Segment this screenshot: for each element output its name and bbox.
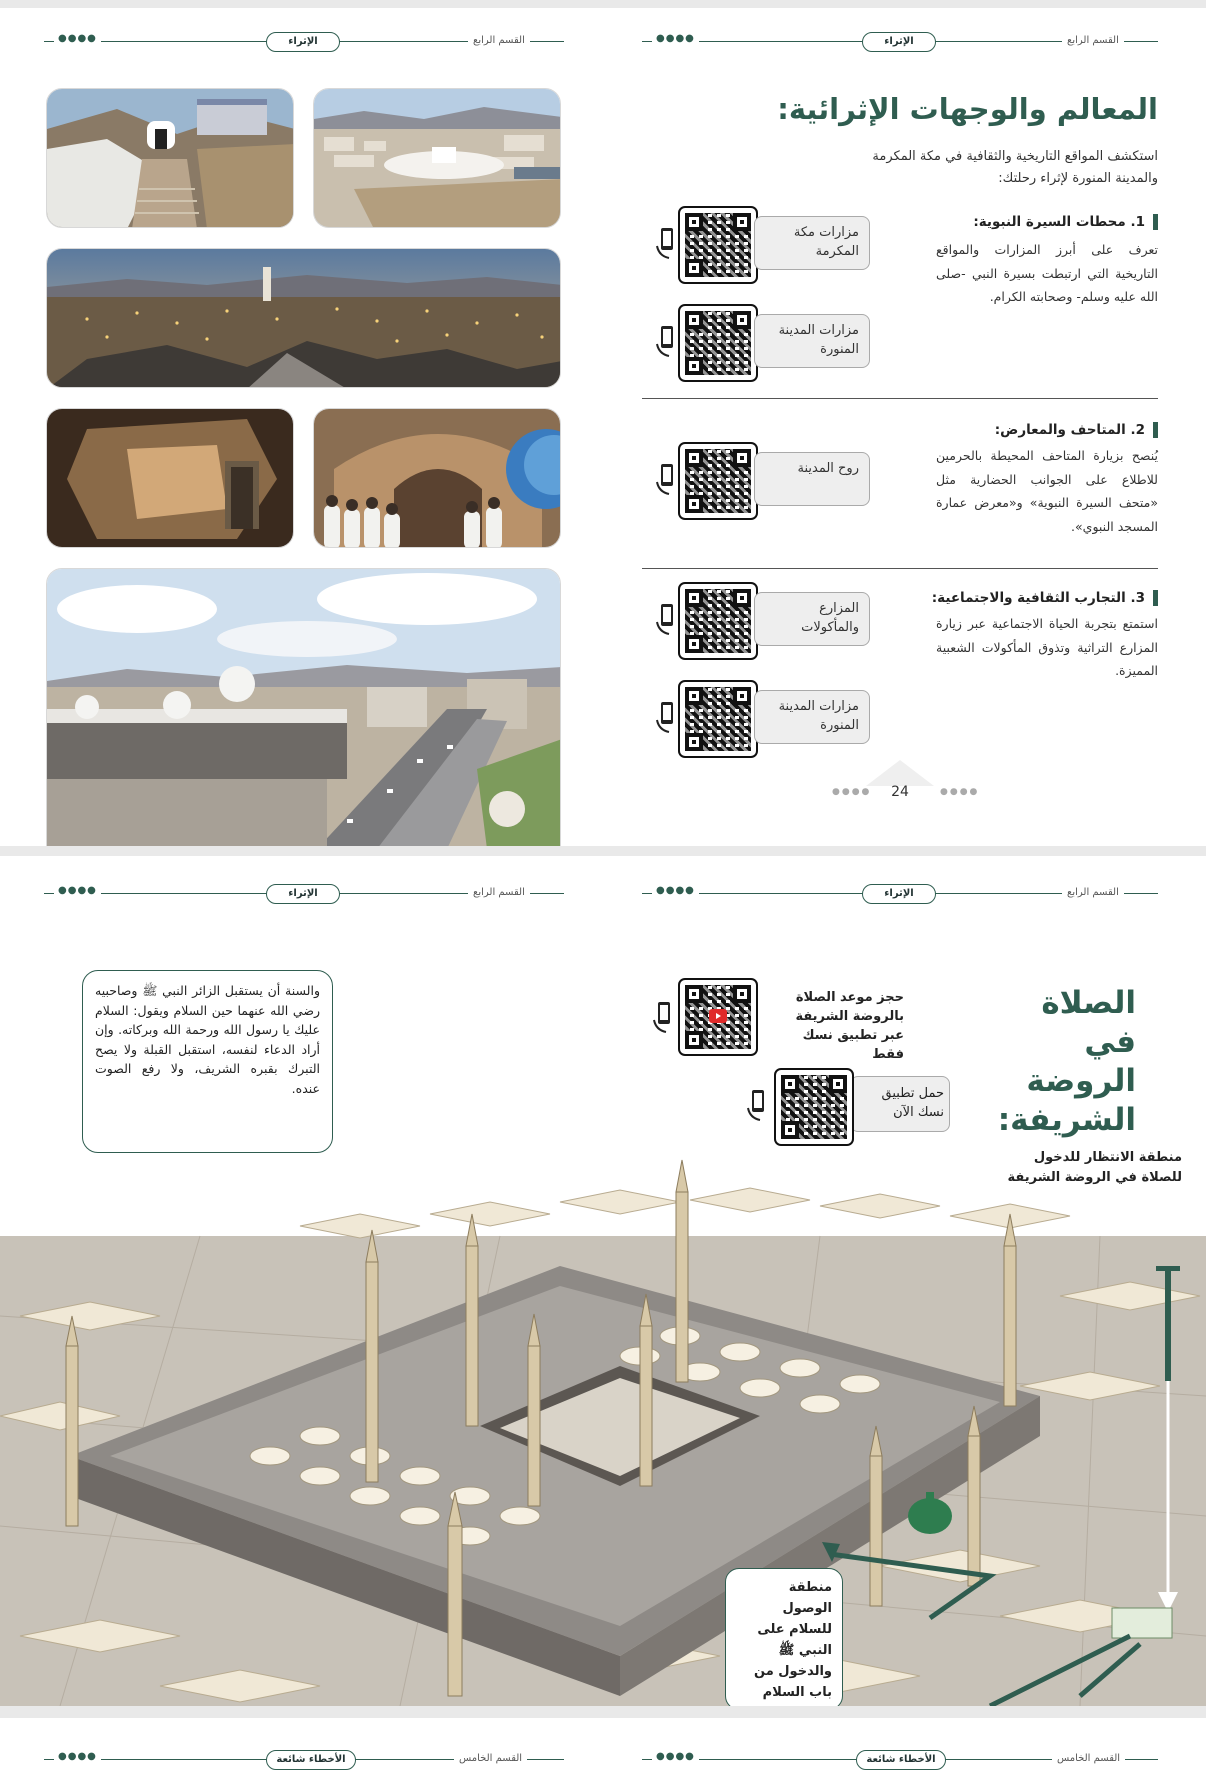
qr-code[interactable] — [678, 582, 758, 660]
page-title: الصلاة في الروضة الشريفة: — [997, 985, 1136, 1138]
section-divider — [642, 568, 1158, 569]
sunnah-note: والسنة أن يستقبل الزائر النبي ﷺ وصاحبيه رضي الله عنهما حين السلام ويقول: السلام عليك يا رسول الله ورحمة الله وبركاته. وإن أراد الدعاء لنفسه، استقبل القبلة ولا يصح التبرك بقبره الشريف، ولا رفع الصوت عنده. — [82, 970, 333, 1153]
qr-booking-text: حجز موعد الصلاة بالروضة الشريفة عبر تطبيق نسك فقط — [795, 990, 904, 1062]
qr-card[interactable] — [650, 304, 874, 374]
qr-card-label: روح المدينة — [754, 452, 870, 506]
qr-code[interactable] — [678, 206, 758, 284]
page-dots: ●●●● — [832, 787, 872, 797]
madinah-road-image — [47, 569, 561, 846]
qr-code[interactable] — [678, 978, 758, 1056]
header-section-label: القسم الرابع — [468, 35, 530, 46]
header-section-label: القسم الرابع — [1062, 35, 1124, 46]
running-header-right — [642, 882, 1158, 906]
header-section-label: القسم الرابع — [468, 887, 530, 898]
header-chapter-pill: الأخطاء شائعة — [266, 1750, 356, 1770]
header-section-label: القسم الخامس — [454, 1753, 527, 1764]
phone-scan-icon — [652, 1000, 674, 1034]
running-header-right — [642, 30, 1158, 54]
waiting-area-label: منطقة الانتظار للدخول للصلاة في الروضة الشريفة — [1007, 1150, 1182, 1185]
cave-interior-image — [47, 409, 294, 548]
section-body: يُنصح بزيارة المتاحف المحيطة بالحرمين للاطلاع على الجوانب الحضارية مثل «متحف السيرة النبوية» و«معرض عمارة المسجد النبوي». — [936, 448, 1158, 534]
header-dots: ●●●● — [652, 885, 699, 896]
photo-madinah-mosque-road — [46, 568, 561, 846]
header-section-label: القسم الرابع — [1062, 887, 1124, 898]
photo-cave-interior — [46, 408, 294, 548]
header-chapter-pill: الأخطاء شائعة — [856, 1750, 946, 1770]
running-header-left — [44, 882, 564, 906]
phone-scan-icon — [655, 462, 677, 496]
spread-next-section — [0, 1718, 1206, 1777]
section-heading: 3. التجارب الثقافية والاجتماعية: — [932, 590, 1158, 606]
qr-code[interactable] — [678, 680, 758, 758]
photo-cave-stairs — [46, 88, 294, 228]
qr-card[interactable] — [650, 680, 874, 750]
qr-code[interactable] — [678, 442, 758, 520]
qr-code[interactable] — [774, 1068, 854, 1146]
qr-card-label: مزارات المدينة المنورة — [754, 690, 870, 744]
qr-app-card[interactable] — [746, 1068, 1046, 1158]
header-section-label: القسم الخامس — [1052, 1753, 1125, 1764]
section-body: تعرف على أبرز المزارات والمواقع التاريخية التي ارتبطت بسيرة النبي -صلى الله عليه وسلم- وصحابته الكرام. — [936, 242, 1158, 304]
page-number: 24 — [891, 784, 909, 800]
makkah-city-image — [314, 89, 561, 228]
header-chapter-pill: الإثراء — [266, 32, 340, 52]
header-chapter-pill: الإثراء — [862, 32, 936, 52]
qr-app-text: حمل تطبيق نسك الآن — [881, 1086, 944, 1120]
running-header-left — [44, 1748, 564, 1772]
header-chapter-pill: الإثراء — [862, 884, 936, 904]
header-dots: ●●●● — [652, 1751, 699, 1762]
qr-code[interactable] — [678, 304, 758, 382]
phone-scan-icon — [655, 700, 677, 734]
header-dots: ●●●● — [652, 33, 699, 44]
photo-night-city-panorama — [46, 248, 561, 388]
qr-card[interactable] — [650, 206, 874, 276]
phone-scan-icon — [655, 602, 677, 636]
header-dots: ●●●● — [54, 33, 101, 44]
page-dots: ●●●● — [940, 787, 980, 797]
header-dots: ●●●● — [54, 1751, 101, 1762]
section-body: استمتع بتجربة الحياة الاجتماعية عبر زيارة المزارع التراثية وتذوق المأكولات الشعبية المميزة. — [936, 616, 1158, 678]
photo-makkah-city — [313, 88, 561, 228]
qr-booking-card[interactable] — [648, 978, 948, 1068]
page-number-tab — [866, 760, 934, 786]
page-title: المعالم والوجهات الإثرائية: — [777, 92, 1158, 126]
museum-visitors-image — [314, 409, 561, 548]
spread-rawdah — [0, 856, 1206, 1706]
header-dots: ●●●● — [54, 885, 101, 896]
photo-museum-visitors — [313, 408, 561, 548]
qr-card[interactable] — [650, 582, 874, 652]
qr-card[interactable] — [650, 442, 874, 512]
arrival-area-label: منطقة الوصول للسلام على النبي ﷺ والدخول من باب السلام — [725, 1568, 843, 1706]
header-chapter-pill: الإثراء — [266, 884, 340, 904]
running-header-right — [642, 1748, 1158, 1772]
section-heading: 2. المتاحف والمعارض: — [995, 422, 1158, 438]
play-icon — [709, 1009, 727, 1023]
phone-scan-icon — [655, 226, 677, 260]
phone-scan-icon — [746, 1088, 768, 1122]
cave-stairs-image — [47, 89, 294, 228]
qr-card-label: مزارات المدينة المنورة — [754, 314, 870, 368]
qr-card-label: المزارع والمأكولات — [754, 592, 870, 646]
qr-card-label: مزارات مكة المكرمة — [754, 216, 870, 270]
section-divider — [642, 398, 1158, 399]
running-header-left — [44, 30, 564, 54]
phone-scan-icon — [655, 324, 677, 358]
spread-enrichment — [0, 8, 1206, 846]
section-heading: 1. محطات السيرة النبوية: — [973, 214, 1158, 230]
page-intro: استكشف المواقع التاريخية والثقافية في مكة المكرمة والمدينة المنورة لإثراء رحلتك: — [872, 149, 1158, 186]
night-city-image — [47, 249, 561, 388]
